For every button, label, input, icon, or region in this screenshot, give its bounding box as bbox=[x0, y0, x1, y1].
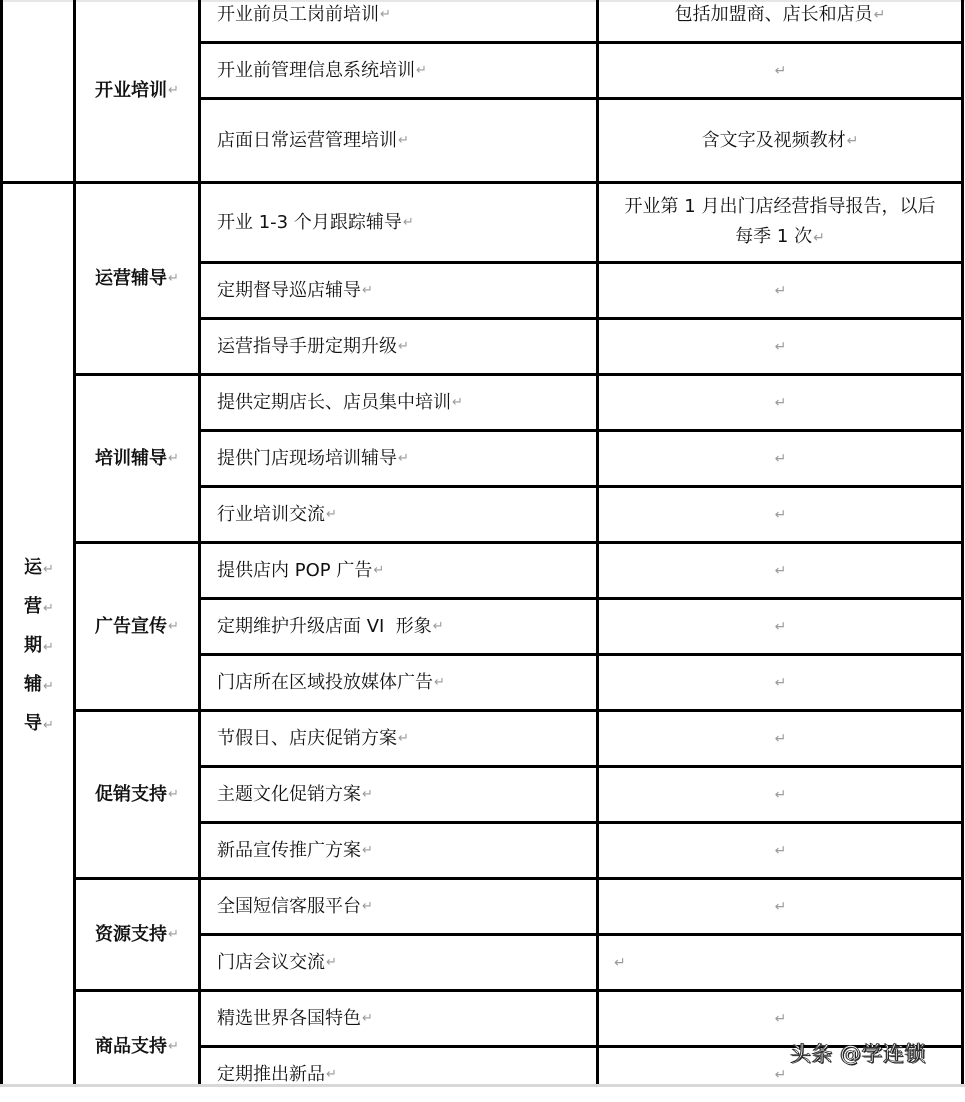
table-row-note bbox=[599, 320, 961, 373]
table-row-note: 开业第 1 月出门店经营指导报告，以后 每季 1 次↵ bbox=[624, 196, 936, 247]
paragraph-mark-icon: ↵ bbox=[326, 506, 337, 522]
category-resource-support: 资源支持 ↵ bbox=[76, 880, 198, 989]
table-row-note bbox=[599, 824, 961, 877]
table-row-note bbox=[599, 544, 961, 597]
table-row-note: 含文字及视频教材 ↵ bbox=[599, 100, 961, 181]
paragraph-mark-icon: ↵ bbox=[168, 450, 179, 466]
paragraph-mark-icon: ↵ bbox=[362, 282, 373, 298]
paragraph-mark-icon: ↵ bbox=[846, 132, 859, 149]
table-row-item: 门店所在区域投放媒体广告 ↵ bbox=[201, 656, 597, 709]
table-row-note bbox=[599, 936, 961, 989]
table-row-item: 定期维护升级店面 VI 形象 ↵ bbox=[201, 600, 597, 653]
table-row-item: 新品宣传推广方案 ↵ bbox=[201, 824, 597, 877]
table-row-note bbox=[599, 376, 961, 429]
table-row-note bbox=[599, 880, 961, 933]
paragraph-mark-icon: ↵ bbox=[774, 674, 787, 691]
table-row-item: 节假日、店庆促销方案 ↵ bbox=[201, 712, 597, 765]
table-row-note bbox=[599, 600, 961, 653]
paragraph-mark-icon: ↵ bbox=[774, 1066, 787, 1083]
category-product-support: 商品支持 ↵ bbox=[76, 992, 198, 1102]
table-row-note bbox=[599, 488, 961, 541]
paragraph-mark-icon: ↵ bbox=[398, 132, 409, 148]
paragraph-mark-icon: ↵ bbox=[362, 1010, 373, 1026]
paragraph-mark-icon: ↵ bbox=[774, 730, 787, 747]
paragraph-mark-icon: ↵ bbox=[774, 786, 787, 803]
paragraph-mark-icon: ↵ bbox=[362, 786, 373, 802]
paragraph-mark-icon: ↵ bbox=[43, 640, 54, 655]
paragraph-mark-icon: ↵ bbox=[774, 62, 787, 79]
paragraph-mark-icon: ↵ bbox=[416, 62, 427, 78]
table-row-item: 开业 1-3 个月跟踪辅导 ↵ bbox=[201, 184, 597, 261]
table-row-item: 门店会议交流 ↵ bbox=[201, 936, 597, 989]
paragraph-mark-icon: ↵ bbox=[432, 618, 444, 634]
paragraph-mark-icon: ↵ bbox=[380, 7, 391, 22]
table-row-item: 精选世界各国特色 ↵ bbox=[201, 992, 597, 1045]
paragraph-mark-icon: ↵ bbox=[774, 506, 787, 523]
table-row-item: 行业培训交流 ↵ bbox=[201, 488, 597, 541]
paragraph-mark-icon: ↵ bbox=[774, 1010, 787, 1027]
paragraph-mark-icon: ↵ bbox=[326, 954, 337, 970]
paragraph-mark-icon: ↵ bbox=[774, 562, 787, 579]
paragraph-mark-icon: ↵ bbox=[168, 82, 179, 98]
phase-label-operation-guidance: 运↵ 营↵ 期↵ 辅↵ 导↵ bbox=[24, 557, 54, 734]
paragraph-mark-icon: ↵ bbox=[774, 842, 787, 859]
paragraph-mark-icon: ↵ bbox=[434, 674, 445, 690]
category-opening-training: 开业培训 ↵ bbox=[76, 0, 198, 181]
category-training-coaching: 培训辅导 ↵ bbox=[76, 376, 198, 541]
paragraph-mark-icon: ↵ bbox=[774, 450, 787, 467]
paragraph-mark-icon: ↵ bbox=[362, 898, 373, 914]
watermark: 头条 @学连锁 bbox=[790, 1042, 927, 1066]
table-row-note: 包括加盟商、店长和店员 ↵ bbox=[599, 0, 961, 30]
table-row-note bbox=[599, 656, 961, 709]
paragraph-mark-icon: ↵ bbox=[168, 926, 179, 942]
paragraph-mark-icon: ↵ bbox=[873, 7, 886, 23]
paragraph-mark-icon: ↵ bbox=[774, 618, 787, 635]
table-row-item: 全国短信客服平台 ↵ bbox=[201, 880, 597, 933]
paragraph-mark-icon: ↵ bbox=[614, 954, 626, 971]
table-row-note bbox=[599, 264, 961, 317]
paragraph-mark-icon: ↵ bbox=[43, 562, 54, 577]
table-row-item: 店面日常运营管理培训 ↵ bbox=[201, 100, 597, 181]
paragraph-mark-icon: ↵ bbox=[168, 786, 179, 802]
category-operation-coaching: 运营辅导 ↵ bbox=[76, 184, 198, 373]
paragraph-mark-icon: ↵ bbox=[326, 1066, 337, 1082]
table-row-item: 提供定期店长、店员集中培训 ↵ bbox=[201, 376, 597, 429]
table-row-note bbox=[599, 712, 961, 765]
table-border-left bbox=[0, 0, 3, 1085]
table-row-item: 定期推出新品 ↵ bbox=[201, 1048, 597, 1101]
paragraph-mark-icon: ↵ bbox=[398, 338, 409, 354]
paragraph-mark-icon: ↵ bbox=[813, 230, 825, 246]
table-row-note bbox=[599, 432, 961, 485]
paragraph-mark-icon: ↵ bbox=[43, 718, 54, 733]
paragraph-mark-icon: ↵ bbox=[43, 601, 54, 616]
table-row-item: 提供门店现场培训辅导 ↵ bbox=[201, 432, 597, 485]
table-row-item: 开业前管理信息系统培训 ↵ bbox=[201, 44, 597, 97]
paragraph-mark-icon: ↵ bbox=[774, 394, 787, 411]
category-advertising: 广告宣传 ↵ bbox=[76, 544, 198, 709]
paragraph-mark-icon: ↵ bbox=[774, 282, 787, 299]
table-row-note bbox=[599, 768, 961, 821]
paragraph-mark-icon: ↵ bbox=[168, 270, 179, 286]
table-row-item: 定期督导巡店辅导 ↵ bbox=[201, 264, 597, 317]
paragraph-mark-icon: ↵ bbox=[398, 450, 409, 466]
paragraph-mark-icon: ↵ bbox=[774, 338, 787, 355]
paragraph-mark-icon: ↵ bbox=[452, 394, 463, 410]
paragraph-mark-icon: ↵ bbox=[398, 730, 409, 746]
paragraph-mark-icon: ↵ bbox=[168, 618, 179, 634]
table-row-item: 运营指导手册定期升级 ↵ bbox=[201, 320, 597, 373]
category-promotion-support: 促销支持 ↵ bbox=[76, 712, 198, 877]
table-row-item: 主题文化促销方案 ↵ bbox=[201, 768, 597, 821]
table-row-item: 开业前员工岗前培训 ↵ bbox=[201, 0, 597, 30]
paragraph-mark-icon: ↵ bbox=[43, 679, 54, 694]
paragraph-mark-icon: ↵ bbox=[362, 842, 373, 858]
table-row-item: 提供店内 POP 广告 ↵ bbox=[201, 544, 597, 597]
paragraph-mark-icon: ↵ bbox=[402, 214, 414, 230]
paragraph-mark-icon: ↵ bbox=[774, 898, 787, 915]
table-row-note bbox=[599, 44, 961, 97]
paragraph-mark-icon: ↵ bbox=[168, 1039, 179, 1054]
paragraph-mark-icon: ↵ bbox=[373, 562, 385, 578]
